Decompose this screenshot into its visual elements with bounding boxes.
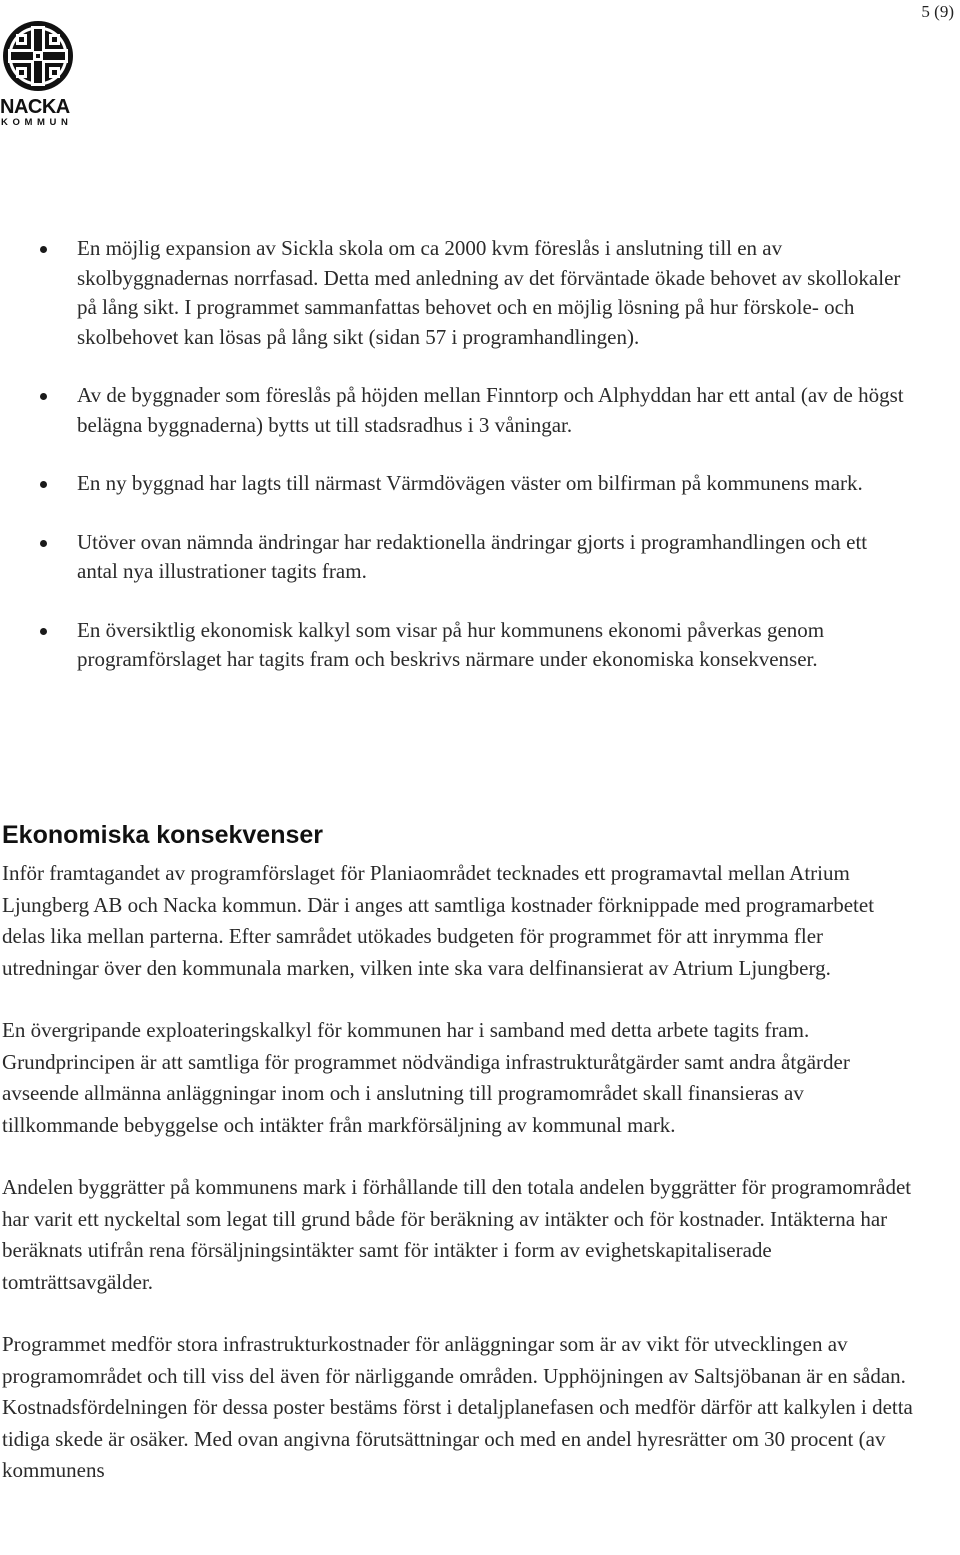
list-item: [0, 381, 960, 440]
list-item: [0, 234, 960, 352]
bullet-icon: [40, 540, 47, 547]
section-ekonomiska-konsekvenser: [2, 818, 922, 1518]
paragraph: En övergripande exploateringskalkyl för kommunen har i samband med detta arbete tagits fram. Grundprincipen är att samtliga för programmet nödvändiga infrastrukturåtgärder samt andra åtgärder avseende allmänna anläggningar inom och i anslutning till programområdet skall finansieras av tillkommande bebyggelse och intäkter från markförsäljning av kommunal mark.: [2, 1018, 850, 1137]
list-item-text: Av de byggnader som föreslås på höjden mellan Finntorp och Alphyddan har ett antal (av de högst belägna byggnaderna) bytts ut till stadsradhus i 3 våningar.: [77, 383, 904, 437]
page-number: 5 (9): [921, 2, 954, 21]
bullet-list: [0, 234, 960, 704]
bullet-icon: [40, 481, 47, 488]
paragraph: Andelen byggrätter på kommunens mark i förhållande till den totala andelen byggrätter för programområdet har varit ett nyckeltal som legat till grund både för beräkning av intäkter och för kostnader. Intäkterna har beräknats utifrån rena försäljningsintäkter samt för intäkter i form av evighetskapitaliserade tomträttsavgälder.: [2, 1175, 912, 1294]
logo-name: NACKA: [0, 96, 70, 118]
list-item-text: En översiktlig ekonomisk kalkyl som visar på hur kommunens ekonomi påverkas genom programförslaget har tagits fram och beskrivs närmare under ekonomiska konsekvenser.: [77, 617, 825, 671]
list-item-text: Utöver ovan nämnda ändringar har redaktionella ändringar gjorts i programhandlingen och ett antal nya illustrationer tagits fram.: [77, 529, 868, 583]
list-item: [0, 469, 960, 499]
logo-subtitle: KOMMUN: [1, 117, 73, 128]
section-heading: Ekonomiska konsekvenser: [2, 821, 323, 849]
list-item-text: En ny byggnad har lagts till närmast Värmdövägen väster om bilfirman på kommunens mark.: [77, 471, 863, 495]
paragraph: Inför framtagandet av programförslaget för Planiaområdet tecknades ett programavtal mellan Atrium Ljungberg AB och Nacka kommun. Där i anges att samtliga kostnader förknippade med programarbetet delas lika mellan parterna. Efter samrådet utökades budgeten för programmet för att inrymma fler utredningar över den kommunala marken, vilken inte ska vara delfinansierat av Atrium Ljungberg.: [2, 861, 875, 980]
bullet-icon: [40, 628, 47, 635]
nacka-emblem-icon: [2, 20, 74, 92]
list-item: [0, 616, 960, 675]
list-item-text: En möjlig expansion av Sickla skola om ca 2000 kvm föreslås i anslutning till en av skolbyggnadernas norrfasad. Detta med anledning av det förväntade ökade behovet av skollokaler på lång sikt. I programmet sammanfattas behovet och en möjlig lösning på hur förskole- och skolbehovet kan lösas på lång sikt (sidan 57 i programhandlingen).: [77, 236, 901, 349]
bullet-icon: [40, 246, 47, 253]
bullet-icon: [40, 393, 47, 400]
list-item: [0, 528, 960, 587]
nacka-kommun-logo: [0, 20, 80, 130]
paragraph: Programmet medför stora infrastrukturkostnader för anläggningar som är av vikt för utvecklingen av programområdet och till viss del även för närliggande områden. Upphöjningen av Saltsjöbanan är en sådan. Kostnadsfördelningen för dessa poster bestäms först i detaljplanefasen och medför därför att kalkylen i detta tidiga skede är osäker. Med ovan angivna förutsättningar och med en andel hyresrätter om 30 procent (av kommunens: [2, 1332, 913, 1482]
